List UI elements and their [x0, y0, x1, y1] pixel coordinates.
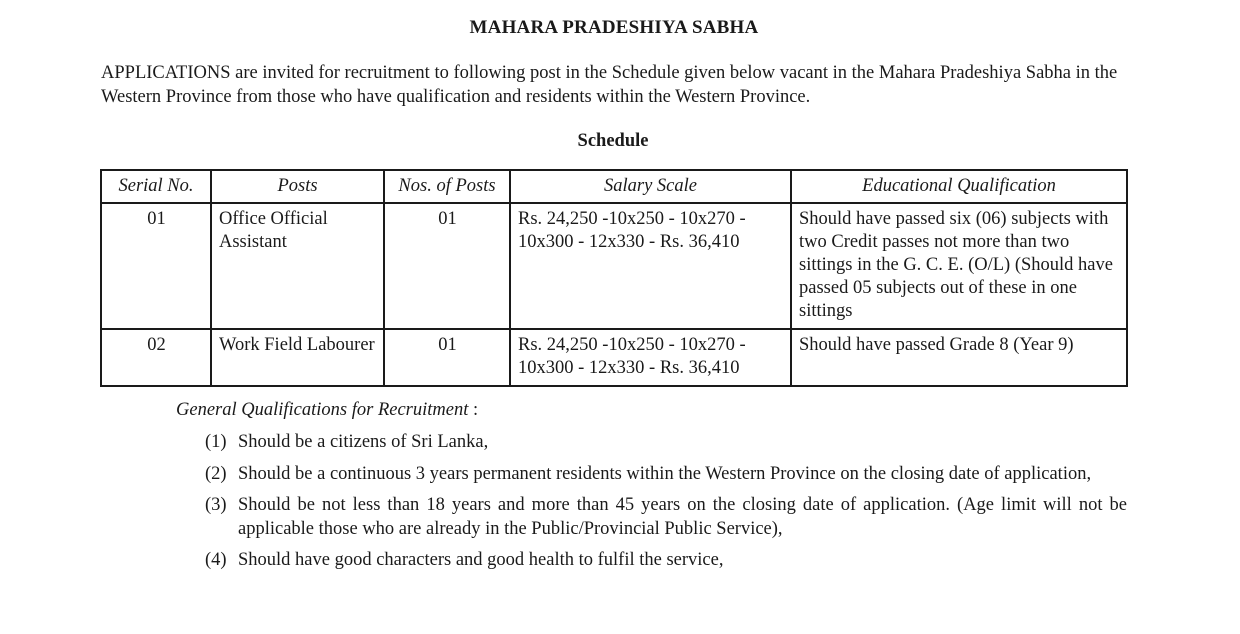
- table-header-row: [101, 170, 1127, 203]
- list-item: [205, 431, 1127, 455]
- list-item-number: (3): [205, 495, 227, 515]
- cell-serial: 02: [101, 329, 211, 386]
- general-qualifications-list: [205, 431, 1127, 581]
- list-item-number: (4): [205, 550, 227, 570]
- list-item: [205, 549, 1127, 573]
- header-educational-qualification: Educational Qualification: [791, 170, 1127, 203]
- cell-qualification: Should have passed six (06) subjects with two Credit passes not more than two sittings in the G. C. E. (O/L) (Should have passed 05 subjects out of these in one sittings: [791, 203, 1127, 329]
- cell-post: Office Official Assistant: [211, 203, 384, 329]
- general-qualifications-heading-suffix: :: [468, 400, 479, 420]
- cell-salary: Rs. 24,250 -10x250 - 10x270 - 10x300 - 12x330 - Rs. 36,410: [510, 203, 791, 329]
- general-qualifications-heading: [176, 400, 478, 421]
- list-item: [205, 494, 1127, 541]
- cell-qualification: Should have passed Grade 8 (Year 9): [791, 329, 1127, 386]
- cell-nos: 01: [384, 329, 510, 386]
- list-item-text: Should be a continuous 3 years permanent residents within the Western Province on the closing date of application,: [238, 463, 1092, 484]
- cell-nos: 01: [384, 203, 510, 329]
- table-row: [101, 203, 1127, 329]
- document-title: MAHARA PRADESHIYA SABHA: [469, 17, 759, 38]
- header-posts: Posts: [211, 170, 384, 203]
- list-item: [205, 463, 1127, 487]
- cell-post: Work Field Labourer: [211, 329, 384, 386]
- list-item-text: Should be a citizens of Sri Lanka,: [238, 432, 489, 452]
- cell-serial: 01: [101, 203, 211, 329]
- header-salary-scale: Salary Scale: [510, 170, 791, 203]
- header-nos-of-posts: Nos. of Posts: [384, 170, 510, 203]
- list-item-text: Should be not less than 18 years and more than 45 years on the closing date of application. (Age limit will not be applicable those who are already in the Public/Provincial Public Service),: [238, 495, 1127, 539]
- list-item-number: (1): [205, 432, 227, 452]
- list-item-text: Should have good characters and good health to fulfil the service,: [238, 550, 724, 570]
- schedule-table: [100, 169, 1128, 387]
- header-serial-no: Serial No.: [101, 170, 211, 203]
- intro-paragraph: APPLICATIONS are invited for recruitment to following post in the Schedule given below vacant in the Mahara Pradeshiya Sabha in the Western Province from those who have qualification and residents within the Western Province.: [101, 63, 1118, 107]
- general-qualifications-heading-text: General Qualifications for Recruitment: [176, 400, 469, 420]
- cell-salary: Rs. 24,250 -10x250 - 10x270 - 10x300 - 12x330 - Rs. 36,410: [510, 329, 791, 386]
- schedule-heading: Schedule: [577, 131, 649, 151]
- table-row: [101, 329, 1127, 386]
- list-item-number: (2): [205, 463, 227, 484]
